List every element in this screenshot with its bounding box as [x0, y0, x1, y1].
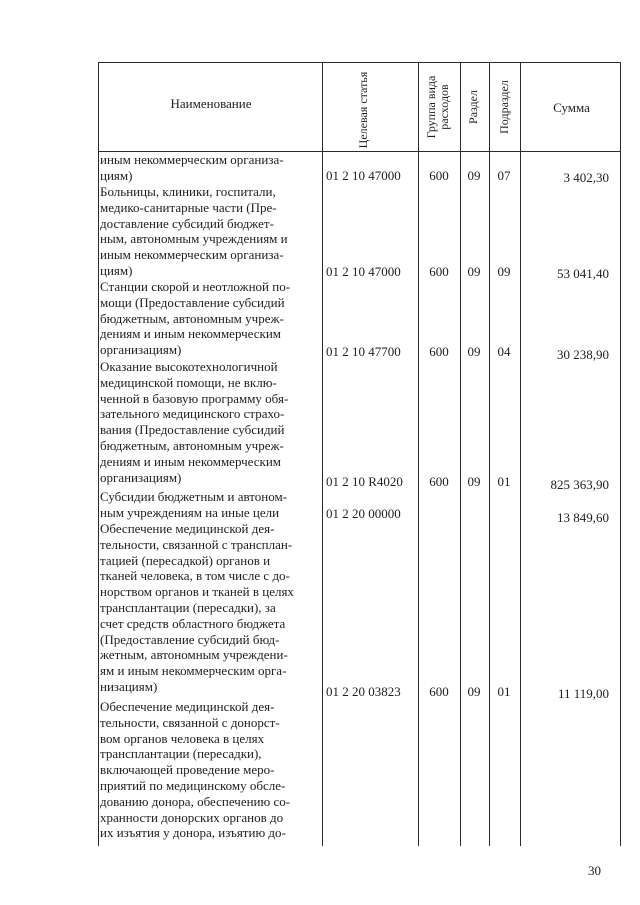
- header-target-article: Целевая статья: [356, 71, 370, 149]
- header-section: Раздел: [466, 90, 480, 124]
- row-name: Больницы, клиники, госпитали, медико-санитарные части (Пре- доставление субсидий бюджет- ным, автономным учреждениям и иным некоммерческим организа- циям): [100, 184, 288, 278]
- row-amount: 825 363,90: [550, 477, 609, 492]
- header-amount: Сумма: [553, 100, 590, 115]
- row-expense-group: 600: [429, 168, 449, 183]
- row-expense-group: 600: [429, 474, 449, 489]
- row-target-article: 01 2 20 00000: [326, 506, 401, 521]
- row-section: 09: [467, 344, 481, 359]
- row-expense-group: 600: [429, 684, 449, 699]
- row-amount: 53 041,40: [557, 266, 609, 281]
- row-name: Станции скорой и неотложной по- мощи (Предоставление субсидий бюджетным, автономным учреж- дениям и иным некоммерческим организациям): [100, 279, 291, 358]
- column-divider-subsection: [520, 62, 521, 846]
- row-section: 09: [467, 168, 481, 183]
- column-divider-target: [418, 62, 419, 846]
- row-target-article: 01 2 10 47000: [326, 168, 401, 183]
- row-name: Обеспечение медицинской дея- тельности, связанной с донорст- вом органов человека в целях трансплантации (пересадки), включающей проведение меро- приятий по медицинскому обсле- дованию донора, обеспечению со- хранности донорских органов до их изъятия у донора, изъятию до-: [100, 699, 291, 841]
- row-amount: 3 402,30: [563, 170, 609, 185]
- row-subsection: 04: [497, 344, 511, 359]
- row-target-article: 01 2 10 47000: [326, 264, 401, 279]
- row-amount: 13 849,60: [557, 510, 609, 525]
- row-target-article: 01 2 10 47700: [326, 344, 401, 359]
- row-subsection: 09: [497, 264, 511, 279]
- row-subsection: 01: [497, 474, 511, 489]
- row-section: 09: [467, 474, 481, 489]
- row-name: Обеспечение медицинской дея- тельности, связанной с трансплан- тацией (пересадкой) органов и тканей человека, в том числе с до- норством органов и тканей в целях трансплантации (пересадки), за счет средств областного бюджета (Предоставление субсидий бюд- жетным, автономным учреждени- ям и иным некоммерческим орга- низациям): [100, 521, 294, 694]
- row-section: 09: [467, 264, 481, 279]
- row-name: Оказание высокотехнологичной медицинской помощи, не вклю- ченной в базовую программу обя- зательного медицинского страхо- вания (Предоставление субсидий бюджетным, автономным учреж- дениям и иным некоммерческим организациям): [100, 359, 289, 485]
- row-amount: 30 238,90: [557, 347, 609, 362]
- row-expense-group: 600: [429, 264, 449, 279]
- row-section: 09: [467, 684, 481, 699]
- row-target-article: 01 2 20 03823: [326, 684, 401, 699]
- page-number: 30: [588, 863, 601, 878]
- table-border-right: [620, 62, 621, 846]
- row-name: Субсидии бюджетным и автоном- ным учреждениям на иные цели: [100, 489, 288, 520]
- row-amount: 11 119,00: [557, 686, 609, 701]
- row-subsection: 07: [497, 168, 511, 183]
- column-divider-name: [322, 62, 323, 846]
- row-name: иным некоммерческим организа- циям): [100, 152, 284, 183]
- header-name: Наименование: [170, 96, 252, 111]
- header-subsection: Подраздел: [497, 80, 511, 134]
- header-expense-group: Группа вида расходов: [424, 75, 451, 139]
- row-expense-group: 600: [429, 344, 449, 359]
- row-subsection: 01: [497, 684, 511, 699]
- table-border-left: [98, 62, 99, 846]
- row-target-article: 01 2 10 R4020: [326, 474, 403, 489]
